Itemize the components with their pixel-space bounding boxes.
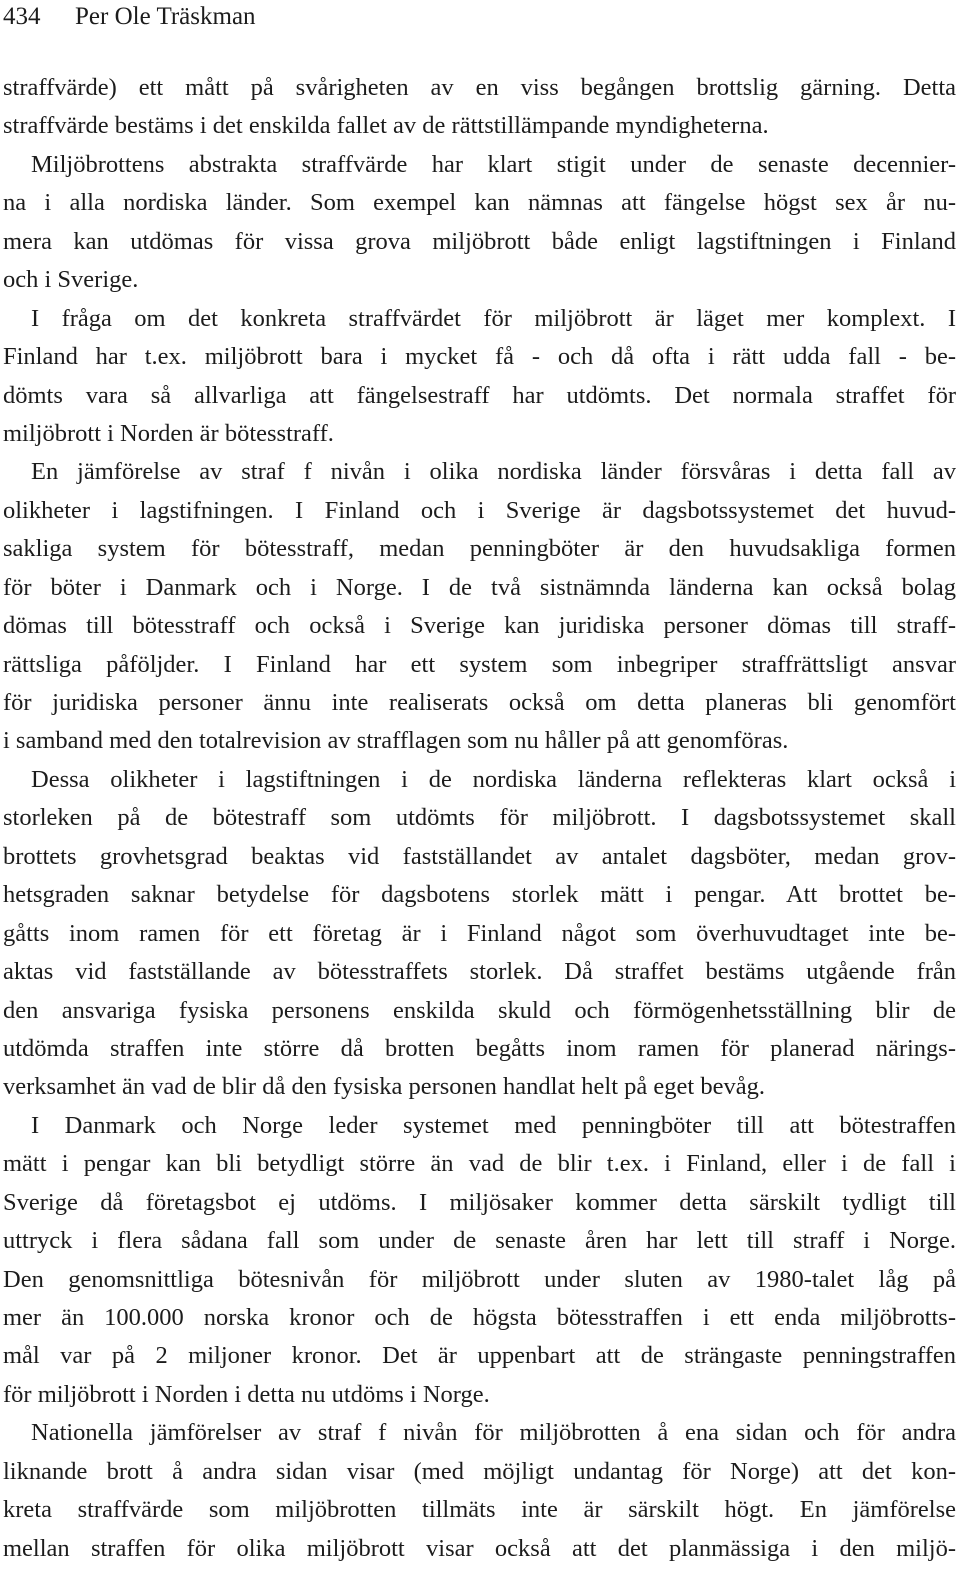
- text-line: straffvärde bestäms i det enskilda fallet av de rättstillämpande myndigheterna.: [3, 112, 769, 140]
- text-line: dömas till bötesstraff och också i Sverige kan juridiska personer dömas till straff-: [3, 612, 956, 640]
- text-line: verksamhet än vad de blir då den fysiska personen handlat helt på eget bevåg.: [3, 1073, 765, 1101]
- body-text: [3, 69, 956, 1568]
- text-line: Sverige då företagsbot ej utdöms. I miljösaker kommer detta särskilt tydligt till: [3, 1188, 956, 1216]
- text-line: Finland har t.ex. miljöbrott bara i mycket få - och då ofta i rätt udda fall - be-: [3, 343, 956, 371]
- text-line: uttryck i flera sådana fall som under de senaste åren har lett till straff i Norge.: [3, 1227, 956, 1255]
- text-line: mätt i pengar kan bli betydligt större än vad de blir t.ex. i Finland, eller i de fall i: [3, 1150, 956, 1178]
- text-line: I fråga om det konkreta straffvärdet för miljöbrott är läget mer komplext. I: [31, 304, 956, 332]
- text-line: kreta straffvärde som miljöbrotten tillmäts inte är särskilt högt. En jämförelse: [3, 1496, 956, 1524]
- text-line: mera kan utdömas för vissa grova miljöbrott både enligt lagstiftningen i Finland: [3, 227, 956, 255]
- text-line: olikheter i lagstifningen. I Finland och i Sverige är dagsbotssystemet det huvud-: [3, 496, 956, 524]
- text-line: Miljöbrottens abstrakta straffvärde har klart stigit under de senaste decennier-: [31, 150, 956, 178]
- text-line: utdömda straffen inte större då brotten begåtts inom ramen för planerad närings-: [3, 1034, 956, 1062]
- text-line: för böter i Danmark och i Norge. I de två sistnämnda länderna kan också bolag: [3, 573, 956, 601]
- text-line: Nationella jämförelser av straf f nivån för miljöbrotten å ena sidan och för andra: [31, 1419, 956, 1447]
- text-line: mellan straffen för olika miljöbrott visar också att det planmässiga i den miljö-: [3, 1534, 956, 1562]
- text-line: na i alla nordiska länder. Som exempel kan nämnas att fängelse högst sex år nu-: [3, 189, 956, 217]
- page-number: 434: [3, 3, 41, 30]
- text-line: dömts vara så allvarliga att fängelsestraff har utdömts. Det normala straffet för: [3, 381, 956, 409]
- text-line: i samband med den totalrevision av strafflagen som nu håller på att genomföras.: [3, 727, 789, 755]
- text-line: liknande brott å andra sidan visar (med möjligt undantag för Norge) att det kon-: [3, 1457, 956, 1485]
- text-line: rättsliga påföljder. I Finland har ett system som inbegriper straffrättsligt ansvar: [3, 650, 956, 678]
- text-line: för miljöbrott i Norden i detta nu utdöms i Norge.: [3, 1380, 490, 1408]
- running-header: [3, 2, 256, 32]
- text-line: miljöbrott i Norden är bötesstraff.: [3, 419, 334, 447]
- text-line: sakliga system för bötesstraff, medan penningböter är den huvudsakliga formen: [3, 535, 956, 563]
- text-line: Den genomsnittliga bötesnivån för miljöbrott under sluten av 1980-talet låg på: [3, 1265, 956, 1293]
- text-line: och i Sverige.: [3, 266, 139, 294]
- text-line: mer än 100.000 norska kronor och de högsta bötesstraffen i ett enda miljöbrotts-: [3, 1304, 956, 1331]
- text-line: aktas vid fastställande av bötesstraffets storlek. Då straffet bestäms utgående från: [3, 958, 956, 986]
- text-line: I Danmark och Norge leder systemet med penningböter till att bötestraffen: [31, 1111, 956, 1139]
- text-line: storleken på de bötestraff som utdömts för miljöbrott. I dagsbotssystemet skall: [3, 804, 956, 832]
- text-line: straffvärde) ett mått på svårigheten av en viss begången brottslig gärning. Detta: [3, 74, 956, 101]
- text-line: En jämförelse av straf f nivån i olika nordiska länder försvåras i detta fall av: [31, 458, 956, 486]
- text-line: för juridiska personer ännu inte realiserats också om detta planeras bli genomfört: [3, 689, 956, 716]
- author-name: Per Ole Träskman: [75, 3, 256, 30]
- text-line: gåtts inom ramen för ett företag är i Finland något som överhuvudtaget inte be-: [3, 919, 956, 947]
- text-line: mål var på 2 miljoner kronor. Det är uppenbart att de strängaste penningstraffen: [3, 1342, 956, 1370]
- text-line: brottets grovhetsgrad beaktas vid fastställandet av antalet dagsböter, medan grov-: [3, 842, 956, 870]
- text-line: den ansvariga fysiska personens enskilda skuld och förmögenhetsställning blir de: [3, 996, 956, 1024]
- text-line: Dessa olikheter i lagstiftningen i de nordiska länderna reflekteras klart också i: [31, 765, 956, 793]
- text-line: hetsgraden saknar betydelse för dagsbotens storlek mätt i pengar. Att brottet be-: [3, 881, 956, 909]
